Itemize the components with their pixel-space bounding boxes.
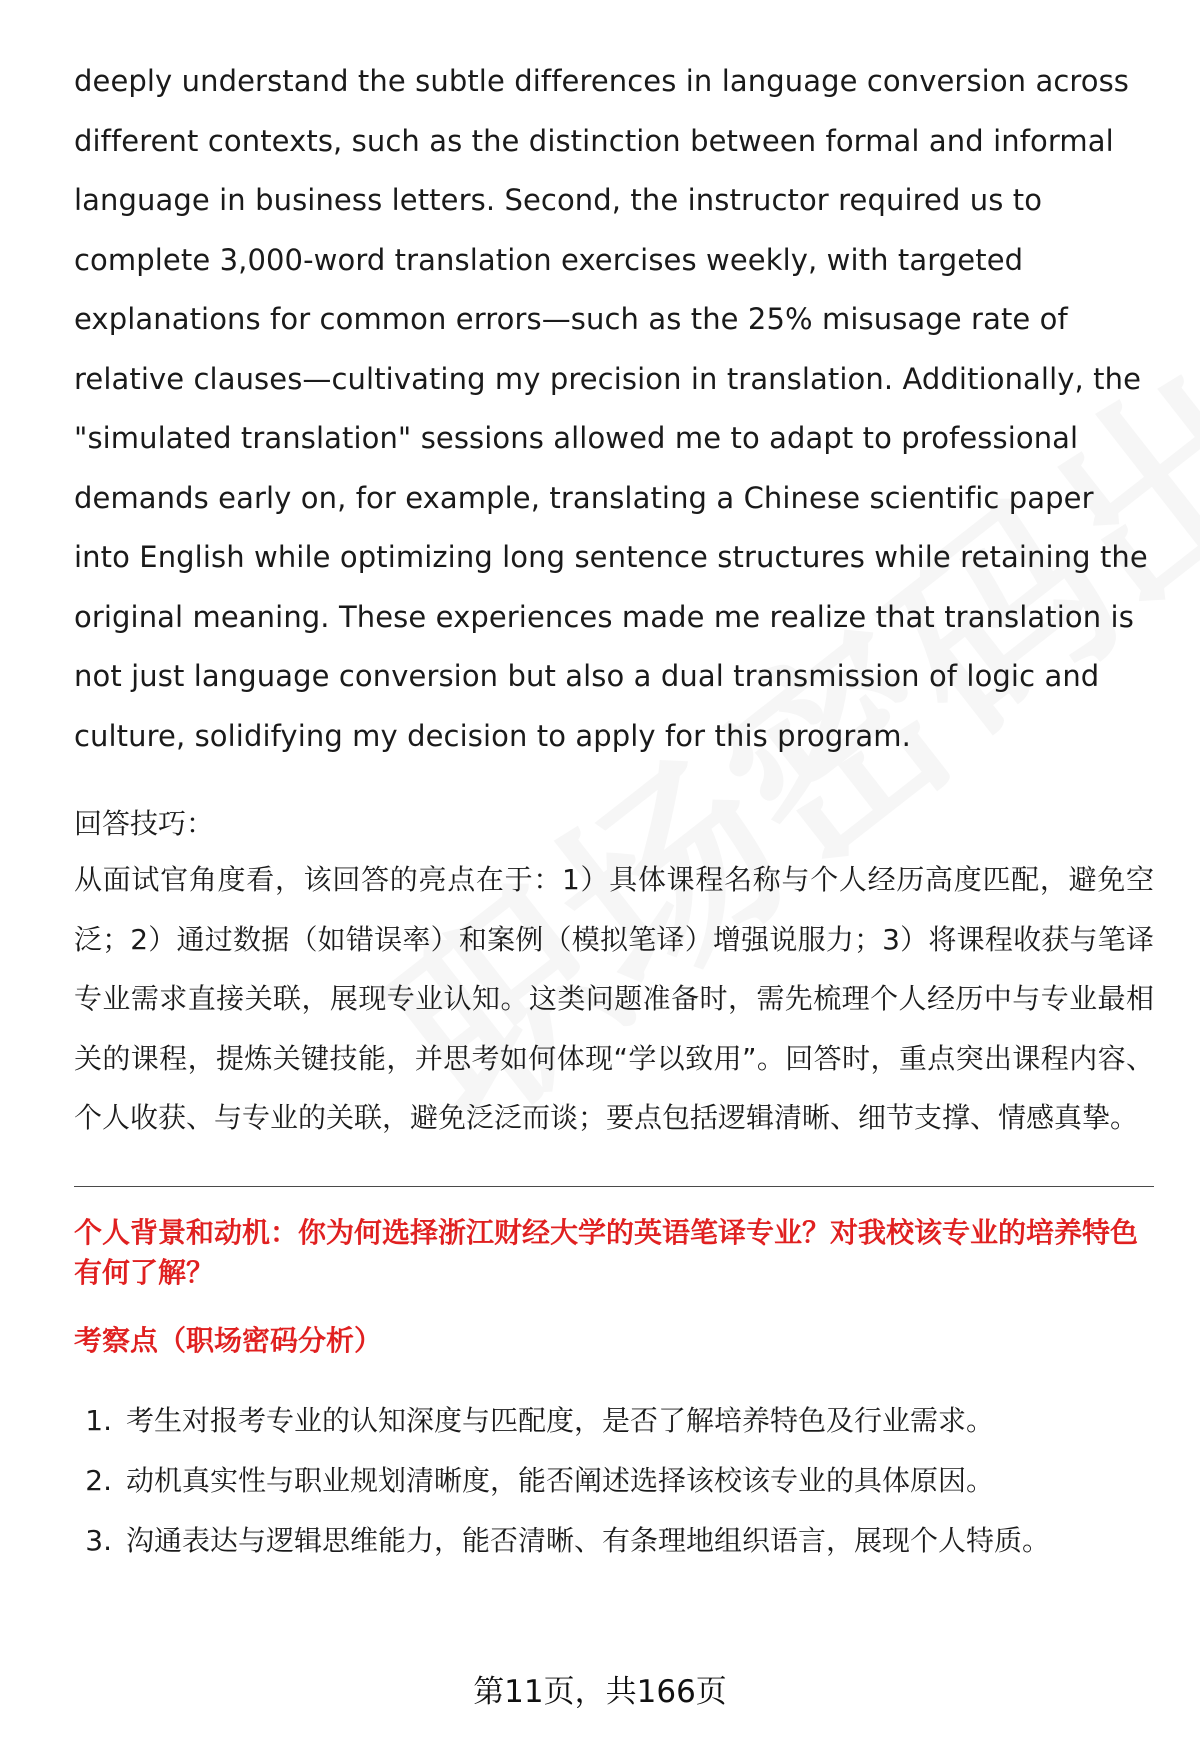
list-item: [74, 1511, 1154, 1571]
section-divider: [74, 1186, 1154, 1187]
list-item: [74, 1391, 1154, 1451]
assessment-points-title: 考察点（职场密码分析）: [74, 1323, 383, 1357]
page-number-footer: 第11页，共166页: [473, 1674, 727, 1710]
answer-paragraph-english: deeply understand the subtle differences in language conversion across different contexts, such as the distinction between formal and informal language in business letters. Second, the instructor required us to complete 3,000-word translation exercises weekly, with targeted explanations for common errors—such as the 25% misusage rate of relative clauses—cultivating my precision in translation. Additionally, the "simulated translation" sessions allowed me to adapt to professional demands early on, for example, translating a Chinese scientific paper into English while optimizing long sentence structures while retaining the original meaning. These experiences made me realize that translation is not just language conversion but also a dual transmission of logic and culture, solidifying my decision to apply for this program.: [74, 64, 1148, 753]
tips-label: 回答技巧：: [74, 807, 215, 840]
interview-question: 个人背景和动机：你为何选择浙江财经大学的英语笔译专业？对我校该专业的培养特色有何了解？: [74, 1215, 1139, 1289]
list-item-number: 3.: [85, 1523, 112, 1557]
assessment-points-list: [74, 1391, 1154, 1571]
list-item-text: 动机真实性与职业规划清晰度，能否阐述选择该校该专业的具体原因。: [126, 1463, 995, 1497]
list-item-number: 1.: [85, 1403, 112, 1437]
document-page: [74, 52, 1154, 1571]
list-item-text: 考生对报考专业的认知深度与匹配度，是否了解培养特色及行业需求。: [126, 1403, 995, 1437]
list-item: [74, 1451, 1154, 1511]
list-item-text: 沟通表达与逻辑思维能力，能否清晰、有条理地组织语言，展现个人特质。: [126, 1523, 1051, 1557]
tips-body: 从面试官角度看，该回答的亮点在于：1）具体课程名称与个人经历高度匹配，避免空泛；2）通过数据（如错误率）和案例（模拟笔译）增强说服力；3）将课程收获与笔译专业需求直接关联，展现专业认知。这类问题准备时，需先梳理个人经历中与专业最相关的课程，提炼关键技能，并思考如何体现“学以致用”。回答时，重点突出课程内容、个人收获、与专业的关联，避免泛泛而谈；要点包括逻辑清晰、细节支撑、情感真挚。: [74, 863, 1154, 1134]
list-item-number: 2.: [85, 1463, 112, 1497]
